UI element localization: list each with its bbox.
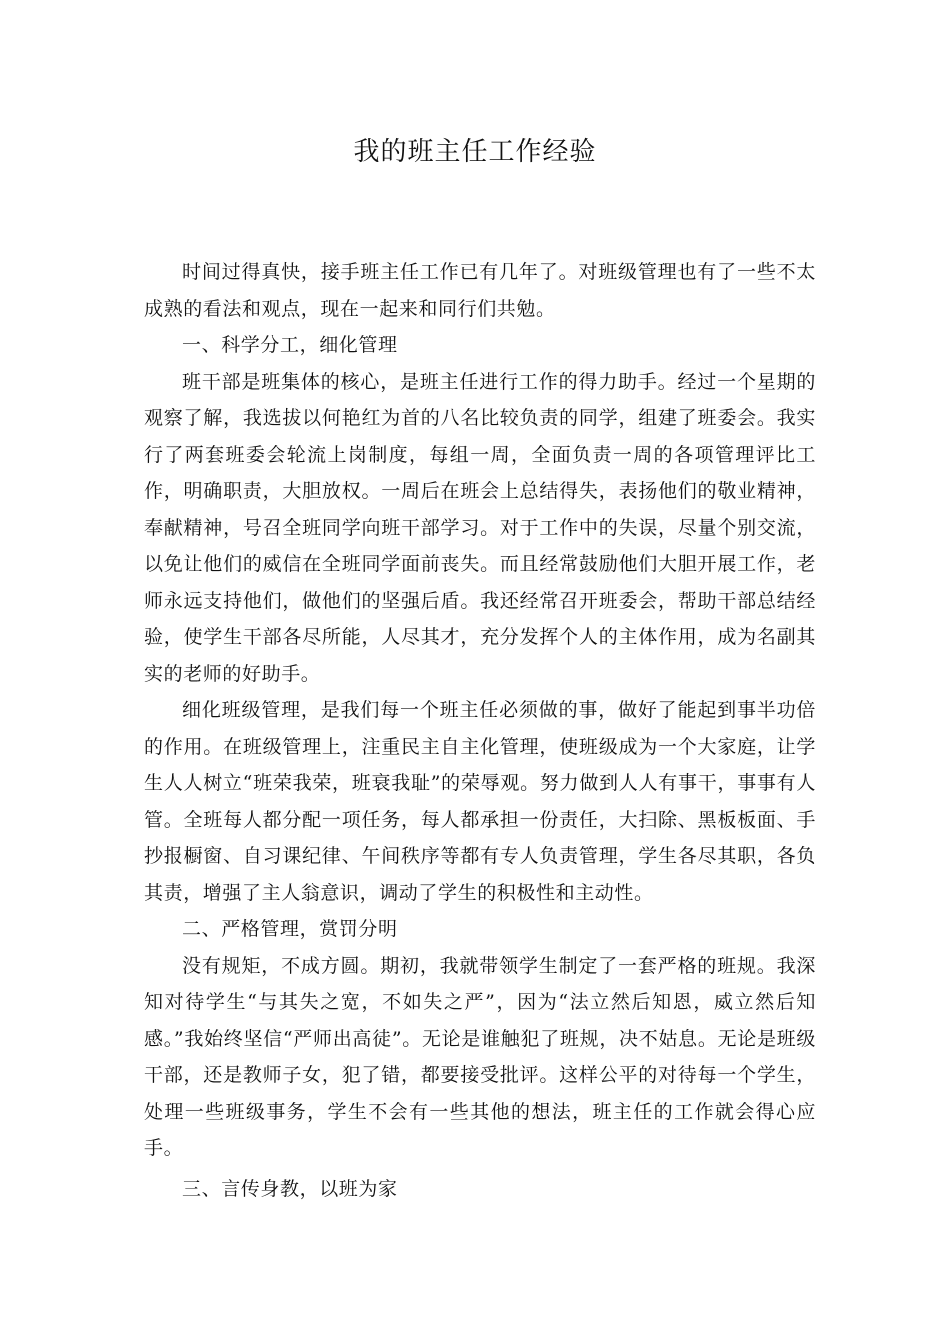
section-heading-2: 二、严格管理，赏罚分明 (182, 918, 398, 940)
paragraph-class-cadre: 班干部是班集体的核心，是班主任进行工作的得力助手。经过一个星期的观察了解，我选拔以何艳红为首的八名比较负责的同学，组建了班委会。我实行了两套班委会轮流上岗制度，每组一周，全面负责一周的各项管理评比工作，明确职责，大胆放权。一周后在班会上总结得失，表扬他们的敬业精神，奉献精神，号召全班同学向班干部学习。对于工作中的失误，尽量个别交流，以免让他们的威信在全班同学面前丧失。而且经常鼓励他们大胆开展工作，老师永远支持他们，做他们的坚强后盾。我还经常召开班委会，帮助干部总结经验，使学生干部各尽所能，人尽其才，充分发挥个人的主体作用，成为名副其实的老师的好助手。 (144, 370, 816, 685)
document-body (144, 254, 816, 1207)
section-heading-1: 一、科学分工，细化管理 (182, 334, 398, 356)
paragraph-strict-management: 没有规矩，不成方圆。期初，我就带领学生制定了一套严格的班规。我深知对待学生“与其失之宽，不如失之严”，因为“法立然后知恩，威立然后知感。”我始终坚信“严师出高徒”。无论是谁触犯了班规，决不姑息。无论是班级干部，还是教师子女，犯了错，都要接受批评。这样公平的对待每一个学生，处理一些班级事务，学生不会有一些其他的想法，班主任的工作就会得心应手。 (144, 954, 816, 1159)
document-title: 我的班主任工作经验 (353, 137, 597, 167)
paragraph-intro: 时间过得真快，接手班主任工作已有几年了。对班级管理也有了一些不太成熟的看法和观点，现在一起来和同行们共勉。 (144, 261, 816, 320)
section-heading-3: 三、言传身教，以班为家 (182, 1177, 398, 1200)
paragraph-refined-management: 细化班级管理，是我们每一个班主任必须做的事，做好了能起到事半功倍的作用。在班级管理上，注重民主自主化管理，使班级成为一个大家庭，让学生人人树立“班荣我荣，班衰我耻”的荣辱观。努力做到人人有事干，事事有人管。全班每人都分配一项任务，每人都承担一份责任，大扫除、黑板板面、手抄报橱窗、自习课纪律、午间秩序等都有专人负责管理，学生各尽其职，各负其责，增强了主人翁意识，调动了学生的积极性和主动性。 (144, 699, 816, 904)
